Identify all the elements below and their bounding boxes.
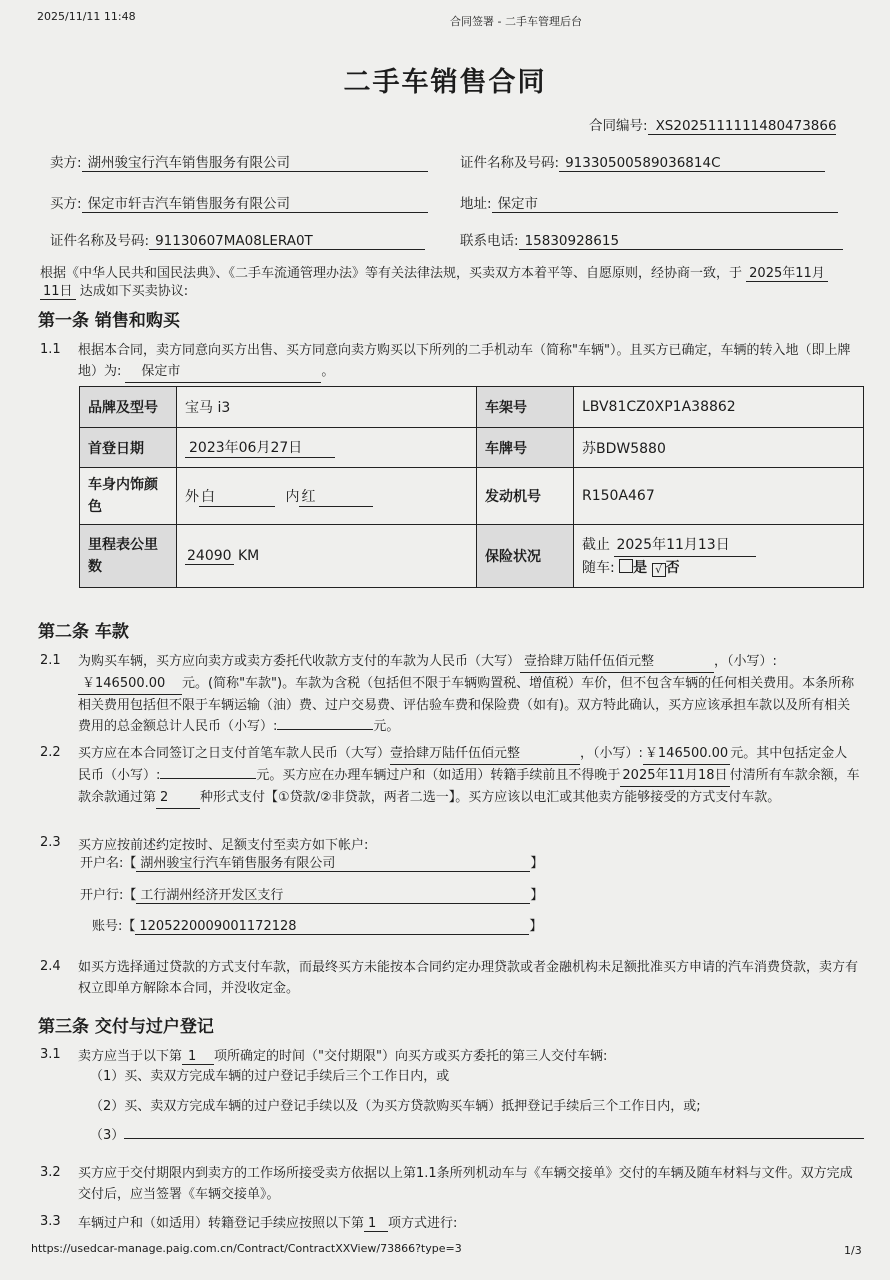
clause-3-1-text2: 项所确定的时间（"交付期限"）向买方或买方委托的第三人交付车辆: (214, 1049, 608, 1064)
brand-value: 宝马 i3 (177, 387, 477, 428)
clause-2-1-text1: 为购买车辆，买方应向卖方或卖方委托代收款方支付的车款为人民币（大写） (78, 654, 521, 669)
buyer-phone-row (460, 229, 843, 250)
clause-3-1-option2: （2）买、卖双方完成车辆的过户登记手续以及（为买方贷款购买车辆）抵押登记手续后三个工作日内，或; (90, 1099, 701, 1114)
account-name-value: 湖州骏宝行汽车销售服务有限公司 (136, 852, 530, 872)
interior-prefix: 内 (285, 488, 300, 505)
clause-3-1-option3 (90, 1122, 864, 1143)
odometer-unit: KM (238, 547, 260, 564)
plate-label: 车牌号 (477, 428, 574, 468)
buyer-name: 保定市轩吉汽车销售服务有限公司 (82, 192, 428, 213)
table-row (80, 387, 864, 428)
table-row (80, 525, 864, 588)
odometer-label: 里程表公里数 (80, 525, 177, 588)
buyer-phone: 15830928615 (519, 233, 843, 250)
exterior-color: 白 (199, 486, 275, 507)
clause-3-1-option3-blank (124, 1122, 864, 1139)
contract-number-label: 合同编号: (589, 118, 648, 134)
clause-2-3-number: 2.3 (40, 835, 61, 850)
insurance-label: 保险状况 (477, 525, 574, 588)
vin-value: LBV81CZ0XP1A38862 (574, 387, 864, 428)
buyer-label: 买方: (50, 196, 82, 212)
clause-3-3 (78, 1212, 457, 1232)
clause-2-2-text3: 元。其中包括定金人民币（小写）: (78, 746, 848, 783)
buyer-id-row (50, 229, 425, 250)
vin-label: 车架号 (477, 387, 574, 428)
clause-2-2-amount: ￥146500.00 (643, 743, 730, 765)
exterior-prefix: 外 (185, 488, 199, 505)
clause-1-1-place: 保定市 (125, 361, 321, 383)
clause-2-1-text2: ，（小写）: (714, 654, 777, 669)
clause-2-1 (78, 651, 860, 737)
buyer-id: 91130607MA08LERA0T (149, 233, 425, 250)
buyer-address-label: 地址: (460, 196, 492, 212)
clause-2-2 (78, 743, 860, 809)
checkbox-checked-icon: √ (652, 563, 666, 577)
contract-number-value: XS2025111111480473866 (648, 118, 836, 135)
clause-3-3-text1: 车辆过户和（如适用）转籍登记手续应按照以下第 (78, 1216, 365, 1231)
clause-3-2-number: 3.2 (40, 1165, 61, 1180)
insurance-cell (574, 525, 864, 588)
odometer-cell (177, 525, 477, 588)
account-number-value: 1205220009001172128 (135, 919, 529, 935)
clause-2-1-text3: 元。(简称"车款")。车款为含税（包括但不限于车辆购置税、增值税）车价，但不包含车辆的任何相关费用。本条所称相关费用包括但不限于车辆运输（油）费、过户交易费、评估验车费和保险费（如有)。双方特此确认，买方应该承担车款以及所有相关费用的总金额总计人民币（小写）: (78, 676, 855, 734)
interior-color: 红 (299, 486, 373, 507)
insurance-no: 否 (665, 559, 680, 576)
insurance-yes: 是 (633, 559, 648, 576)
buyer-address-row (460, 192, 838, 213)
document-title: 二手车销售合同 (343, 67, 547, 98)
article2-heading: 第二条 车款 (38, 622, 129, 642)
clause-2-4-text: 如买方选择通过贷款的方式支付车款，而最终买方未能按本合同约定办理贷款或者金融机构未足额批准买方申请的汽车消费贷款，卖方有权立即单方解除本合同，并没收定金。 (78, 960, 859, 996)
clause-2-1-blank (277, 729, 373, 730)
account-number-row (92, 915, 542, 935)
clause-2-2-number: 2.2 (40, 745, 61, 760)
print-page-title: 合同签署 - 二手车管理后台 (450, 15, 582, 28)
clause-2-3-text: 买方应按前述约定按时、足额支付至卖方如下帐户: (78, 838, 369, 853)
table-row (80, 428, 864, 468)
odometer-value: 24090 (187, 547, 232, 564)
print-timestamp: 2025/11/11 11:48 (37, 10, 136, 23)
clause-2-2-deposit-blank (160, 778, 256, 779)
clause-3-3-option: 1 (364, 1216, 388, 1232)
color-cell (177, 468, 477, 525)
clause-3-1-option3-label: （3） (90, 1128, 125, 1143)
clause-3-2-text: 买方应于交付期限内到卖方的工作场所接受卖方依据以上第1.1条所列机动车与《车辆交接单》交付的车辆及随车材料与文件。双方完成交付后，应当签署《车辆交接单》。 (78, 1166, 853, 1202)
account-number-label: 账号:【 (92, 919, 136, 934)
clause-3-1-option: 1 (182, 1049, 214, 1065)
buyer-id-label: 证件名称及号码: (50, 233, 150, 249)
footer-url: https://usedcar-manage.paig.com.cn/Contract/ContractXXView/73866?type=3 (31, 1242, 462, 1255)
clause-1-1-end: 。 (321, 364, 335, 379)
clause-3-3-number: 3.3 (40, 1214, 61, 1229)
clause-2-2-capital: 壹拾肆万陆仟伍佰元整 (390, 743, 580, 765)
engine-value: R150A467 (574, 468, 864, 525)
preamble-date2: 11日 (40, 280, 76, 300)
account-name-row (80, 852, 543, 872)
preamble-date1: 2025年11月 (746, 262, 828, 282)
preamble-text1: 根据《中华人民共和国民法典》、《二手车流通管理办法》等有关法律法规，买卖双方本着平等、自愿原则，经协商一致，于 (40, 266, 743, 281)
clause-2-2-text4: 元。买方应在办理车辆过户和（如适用）转籍手续前且不得晚于 (256, 768, 621, 783)
seller-row (50, 151, 428, 172)
bracket-close: 】 (529, 919, 543, 934)
article3-heading: 第三条 交付与过户登记 (38, 1017, 214, 1037)
clause-1-1 (78, 340, 860, 383)
account-bank-row (80, 884, 543, 904)
bracket-close: 】 (530, 856, 544, 871)
account-bank-value: 工行湖州经济开发区支行 (136, 884, 530, 904)
clause-2-1-capital: 壹拾肆万陆仟伍佰元整 (520, 651, 714, 673)
insurance-prefix: 截止 (582, 536, 610, 553)
buyer-phone-label: 联系电话: (460, 233, 519, 249)
brand-label: 品牌及型号 (80, 387, 177, 428)
clause-2-2-text1: 买方应在本合同签订之日支付首笔车款人民币（大写） (78, 746, 391, 761)
clause-2-1-text4: 元。 (373, 719, 400, 734)
clause-2-2-deadline: 2025年11月18日 (620, 765, 729, 787)
clause-3-1 (78, 1045, 607, 1065)
vehicle-table (79, 386, 864, 588)
clause-3-1-option1: （1）买、卖双方完成车辆的过户登记手续后三个工作日内，或 (90, 1069, 450, 1084)
contract-number-row (589, 114, 836, 135)
color-label: 车身内饰颜色 (80, 468, 177, 525)
reg-date-cell (177, 428, 477, 468)
insurance-date: 2025年11月13日 (614, 534, 756, 557)
footer-page-number: 1/3 (844, 1244, 862, 1257)
clause-3-1-number: 3.1 (40, 1047, 61, 1062)
reg-date-value: 2023年06月27日 (185, 437, 335, 458)
preamble-line2 (40, 280, 188, 300)
seller-label: 卖方: (50, 155, 82, 171)
clause-1-1-number: 1.1 (40, 342, 61, 357)
clause-3-3-text2: 项方式进行: (388, 1216, 458, 1231)
account-bank-label: 开户行:【 (80, 888, 137, 903)
seller-id-label: 证件名称及号码: (460, 155, 560, 171)
clause-2-2-text5: 付清所有车款余额，车款余款通过第 (78, 768, 860, 805)
clause-2-2-text6: 种形式支付【①贷款/②非贷款，两者二选一】。买方应该以电汇或其他卖方能够接受的方式支付车款。 (200, 790, 781, 805)
insurance-with-car-label: 随车: (582, 559, 615, 576)
reg-date-label: 首登日期 (80, 428, 177, 468)
account-name-label: 开户名:【 (80, 856, 137, 871)
seller-name: 湖州骏宝行汽车销售服务有限公司 (82, 151, 428, 172)
clause-2-2-option: 2 (156, 787, 200, 809)
buyer-address: 保定市 (492, 192, 838, 213)
seller-id-row (460, 151, 825, 172)
clause-3-1-text1: 卖方应当于以下第 (78, 1049, 183, 1064)
preamble-text2: 达成如下买卖协议: (79, 284, 189, 299)
clause-2-1-number: 2.1 (40, 653, 61, 668)
clause-2-2-text2: ，（小写）: (580, 746, 643, 761)
table-row (80, 468, 864, 525)
clause-2-4-number: 2.4 (40, 959, 61, 974)
buyer-row (50, 192, 428, 213)
engine-label: 发动机号 (477, 468, 574, 525)
clause-1-1-text: 根据本合同，卖方同意向买方出售、买方同意向卖方购买以下所列的二手机动车（简称"车辆"）。且买方已确定，车辆的转入地（即上牌地）为: (78, 343, 851, 379)
checkbox-unchecked-icon (619, 559, 633, 573)
preamble-line1 (40, 262, 828, 282)
article1-heading: 第一条 销售和购买 (38, 311, 180, 331)
plate-value: 苏BDW5880 (574, 428, 864, 468)
clause-2-1-amount: ￥146500.00 (78, 673, 182, 695)
bracket-close: 】 (530, 888, 544, 903)
seller-id: 91330500589036814C (559, 155, 825, 172)
